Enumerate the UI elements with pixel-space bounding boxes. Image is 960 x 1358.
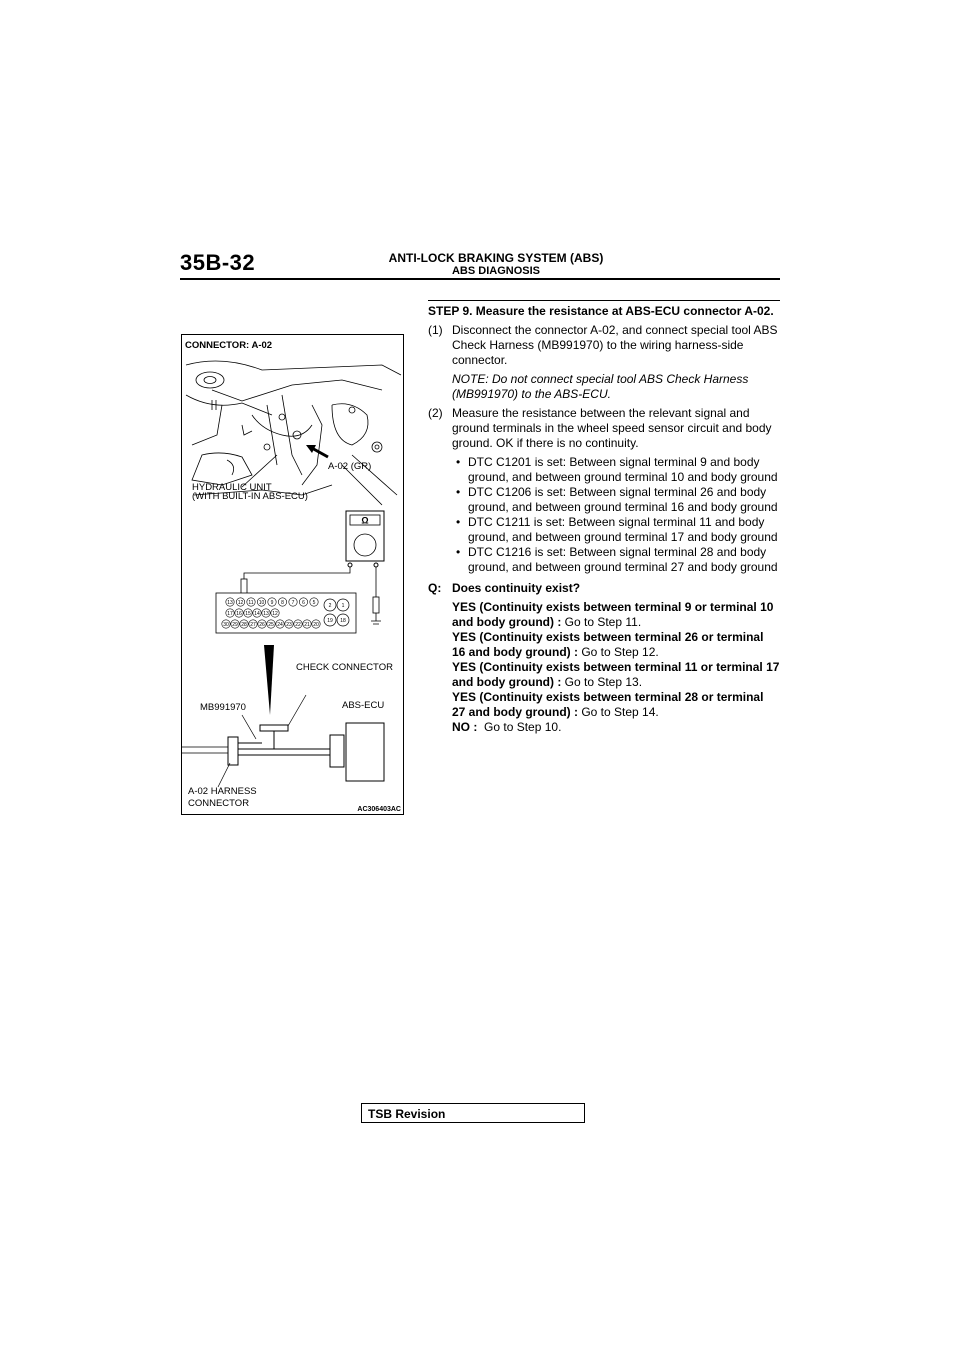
check-connector-label: CHECK CONNECTOR xyxy=(296,662,393,673)
question xyxy=(428,581,780,596)
check-harness xyxy=(182,723,384,781)
probe-left xyxy=(241,579,247,595)
pin-8: 8 xyxy=(281,599,284,606)
step-item-1-text: Disconnect the connector A-02, and connect special tool ABS Check Harness (MB991970) to the wiring harness-side connector. xyxy=(452,323,778,367)
ecu-label: ABS-ECU xyxy=(342,700,385,711)
answer-action: Go to Step 12. xyxy=(581,645,659,659)
section-subtitle: ABS DIAGNOSIS xyxy=(451,265,540,277)
bullet: • xyxy=(456,485,461,499)
pin-5: 5 xyxy=(312,599,316,606)
pin-2: 2 xyxy=(328,603,332,609)
pin-28: 28 xyxy=(241,621,247,628)
section-title xyxy=(336,252,656,278)
step-note: NOTE: Do not connect special tool ABS Check Harness (MB991970) to the ABS-ECU. xyxy=(452,372,749,401)
connection-pointer xyxy=(264,645,274,715)
answer-condition: YES (Continuity exists between terminal 28 or terminal 27 and body ground) : xyxy=(452,690,764,719)
answer-action: Go to Step 14. xyxy=(581,705,659,719)
pins-top-row xyxy=(226,598,318,606)
answer-condition: YES (Continuity exists between terminal 9 or terminal 10 and body ground) : xyxy=(452,600,774,629)
harness-leader xyxy=(218,763,230,787)
tool-label: MB991970 xyxy=(200,702,246,713)
pin-30: 30 xyxy=(223,621,229,628)
answer-item xyxy=(452,720,780,735)
pin-29: 29 xyxy=(232,621,238,628)
pins-bottom-row xyxy=(222,620,320,628)
pin-17: 17 xyxy=(227,610,233,617)
section-title-main: ANTI-LOCK BRAKING SYSTEM (ABS) xyxy=(388,251,604,265)
step-content xyxy=(428,304,780,735)
probe-wire-left xyxy=(244,567,350,583)
answer-condition: NO : xyxy=(452,720,478,734)
step-title: STEP 9. Measure the resistance at ABS-ECU connector A-02. xyxy=(428,304,774,318)
pin-1: 1 xyxy=(341,603,345,609)
harness-label: A-02 HARNESS xyxy=(188,786,257,797)
pin-19: 19 xyxy=(327,618,333,624)
answer-condition: YES (Continuity exists between terminal 11 or terminal 17 and body ground) : xyxy=(452,660,780,689)
answer-item xyxy=(452,630,780,660)
answer-action: Go to Step 10. xyxy=(484,720,562,734)
bullet: • xyxy=(456,545,461,559)
pin-7: 7 xyxy=(291,599,295,606)
check-connector-leader xyxy=(288,695,306,726)
hydraulic-unit-label: HYDRAULIC UNIT xyxy=(192,482,272,493)
pin-12: 12 xyxy=(237,599,244,606)
pin-6: 6 xyxy=(302,599,305,606)
step-item-2 xyxy=(428,406,780,451)
pin-13: 13 xyxy=(263,610,269,617)
connector-label: CONNECTOR: A-02 xyxy=(185,340,273,351)
dtc-list-item xyxy=(428,545,780,575)
step-item-2-text: Measure the resistance between the relevant signal and ground terminals in the wheel speed sensor circuit and body ground. OK if there is no continuity. xyxy=(452,406,772,450)
step-item-2-number: (2) xyxy=(428,406,443,420)
step-item-1-number: (1) xyxy=(428,323,443,337)
dtc-list-item xyxy=(428,455,780,485)
hydraulic-unit-label-2: (WITH BUILT-IN ABS-ECU) xyxy=(192,491,308,502)
dtc-text: DTC C1211 is set: Between signal terminal 11 and body ground, and between ground terminal 17 and body ground xyxy=(468,515,778,544)
tool-leader xyxy=(242,715,256,739)
answer-item xyxy=(452,690,780,720)
question-text: Does continuity exist? xyxy=(452,581,581,595)
bullet: • xyxy=(456,515,461,529)
pin-23: 23 xyxy=(286,621,292,628)
dtc-list xyxy=(428,455,780,575)
step-item-1 xyxy=(428,323,780,368)
pin-9: 9 xyxy=(270,599,274,606)
pin-21: 21 xyxy=(304,621,310,628)
question-prefix: Q: xyxy=(428,581,442,595)
pin-13: 13 xyxy=(227,599,233,606)
pin-10: 10 xyxy=(258,599,265,606)
dtc-text: DTC C1216 is set: Between signal terminal 28 and body ground, and between ground terminal 27 and body ground xyxy=(468,545,778,574)
pin-11: 11 xyxy=(248,599,254,606)
dtc-list-item xyxy=(428,485,780,515)
answer-action: Go to Step 13. xyxy=(564,675,643,689)
tsb-revision-label: TSB Revision xyxy=(368,1107,446,1121)
step-rule xyxy=(428,300,780,301)
pin-22: 22 xyxy=(295,621,301,628)
bullet: • xyxy=(456,455,461,469)
answer-item xyxy=(452,600,780,630)
probe-right xyxy=(373,597,379,613)
pin-26: 26 xyxy=(259,621,265,628)
pin-20: 20 xyxy=(313,621,319,628)
pin-14: 14 xyxy=(254,610,260,617)
header-rule xyxy=(180,278,780,280)
ohm-symbol: Ω xyxy=(361,515,369,526)
answer-action: Go to Step 11. xyxy=(564,615,642,629)
ground-symbol xyxy=(371,613,381,624)
figure-illustration xyxy=(182,335,405,816)
answer-item xyxy=(452,660,780,690)
pin-15: 15 xyxy=(245,610,251,617)
pin-27: 27 xyxy=(250,621,256,628)
dtc-text: DTC C1201 is set: Between signal terminal 9 and body ground, and between ground terminal 10 and body ground xyxy=(468,455,778,484)
answer-condition: YES (Continuity exists between terminal 26 or terminal 16 and body ground) : xyxy=(452,630,764,659)
figure-code: AC306403AC xyxy=(357,806,401,813)
pin-25: 25 xyxy=(268,621,274,628)
pin-16: 16 xyxy=(236,610,242,617)
pin-12: 12 xyxy=(272,610,278,617)
harness-label-2: CONNECTOR xyxy=(188,798,250,809)
pin-24: 24 xyxy=(277,621,283,628)
a02-gr-label: A-02 (GR) xyxy=(328,461,372,472)
dtc-list-item xyxy=(428,515,780,545)
dtc-text: DTC C1206 is set: Between signal terminal 26 and body ground, and between ground terminal 16 and body ground xyxy=(468,485,778,514)
answers xyxy=(428,600,780,735)
tsb-revision-box xyxy=(361,1103,585,1123)
connector-figure xyxy=(181,334,404,815)
pin-18: 18 xyxy=(340,618,346,624)
page-number: 35B-32 xyxy=(180,250,256,275)
